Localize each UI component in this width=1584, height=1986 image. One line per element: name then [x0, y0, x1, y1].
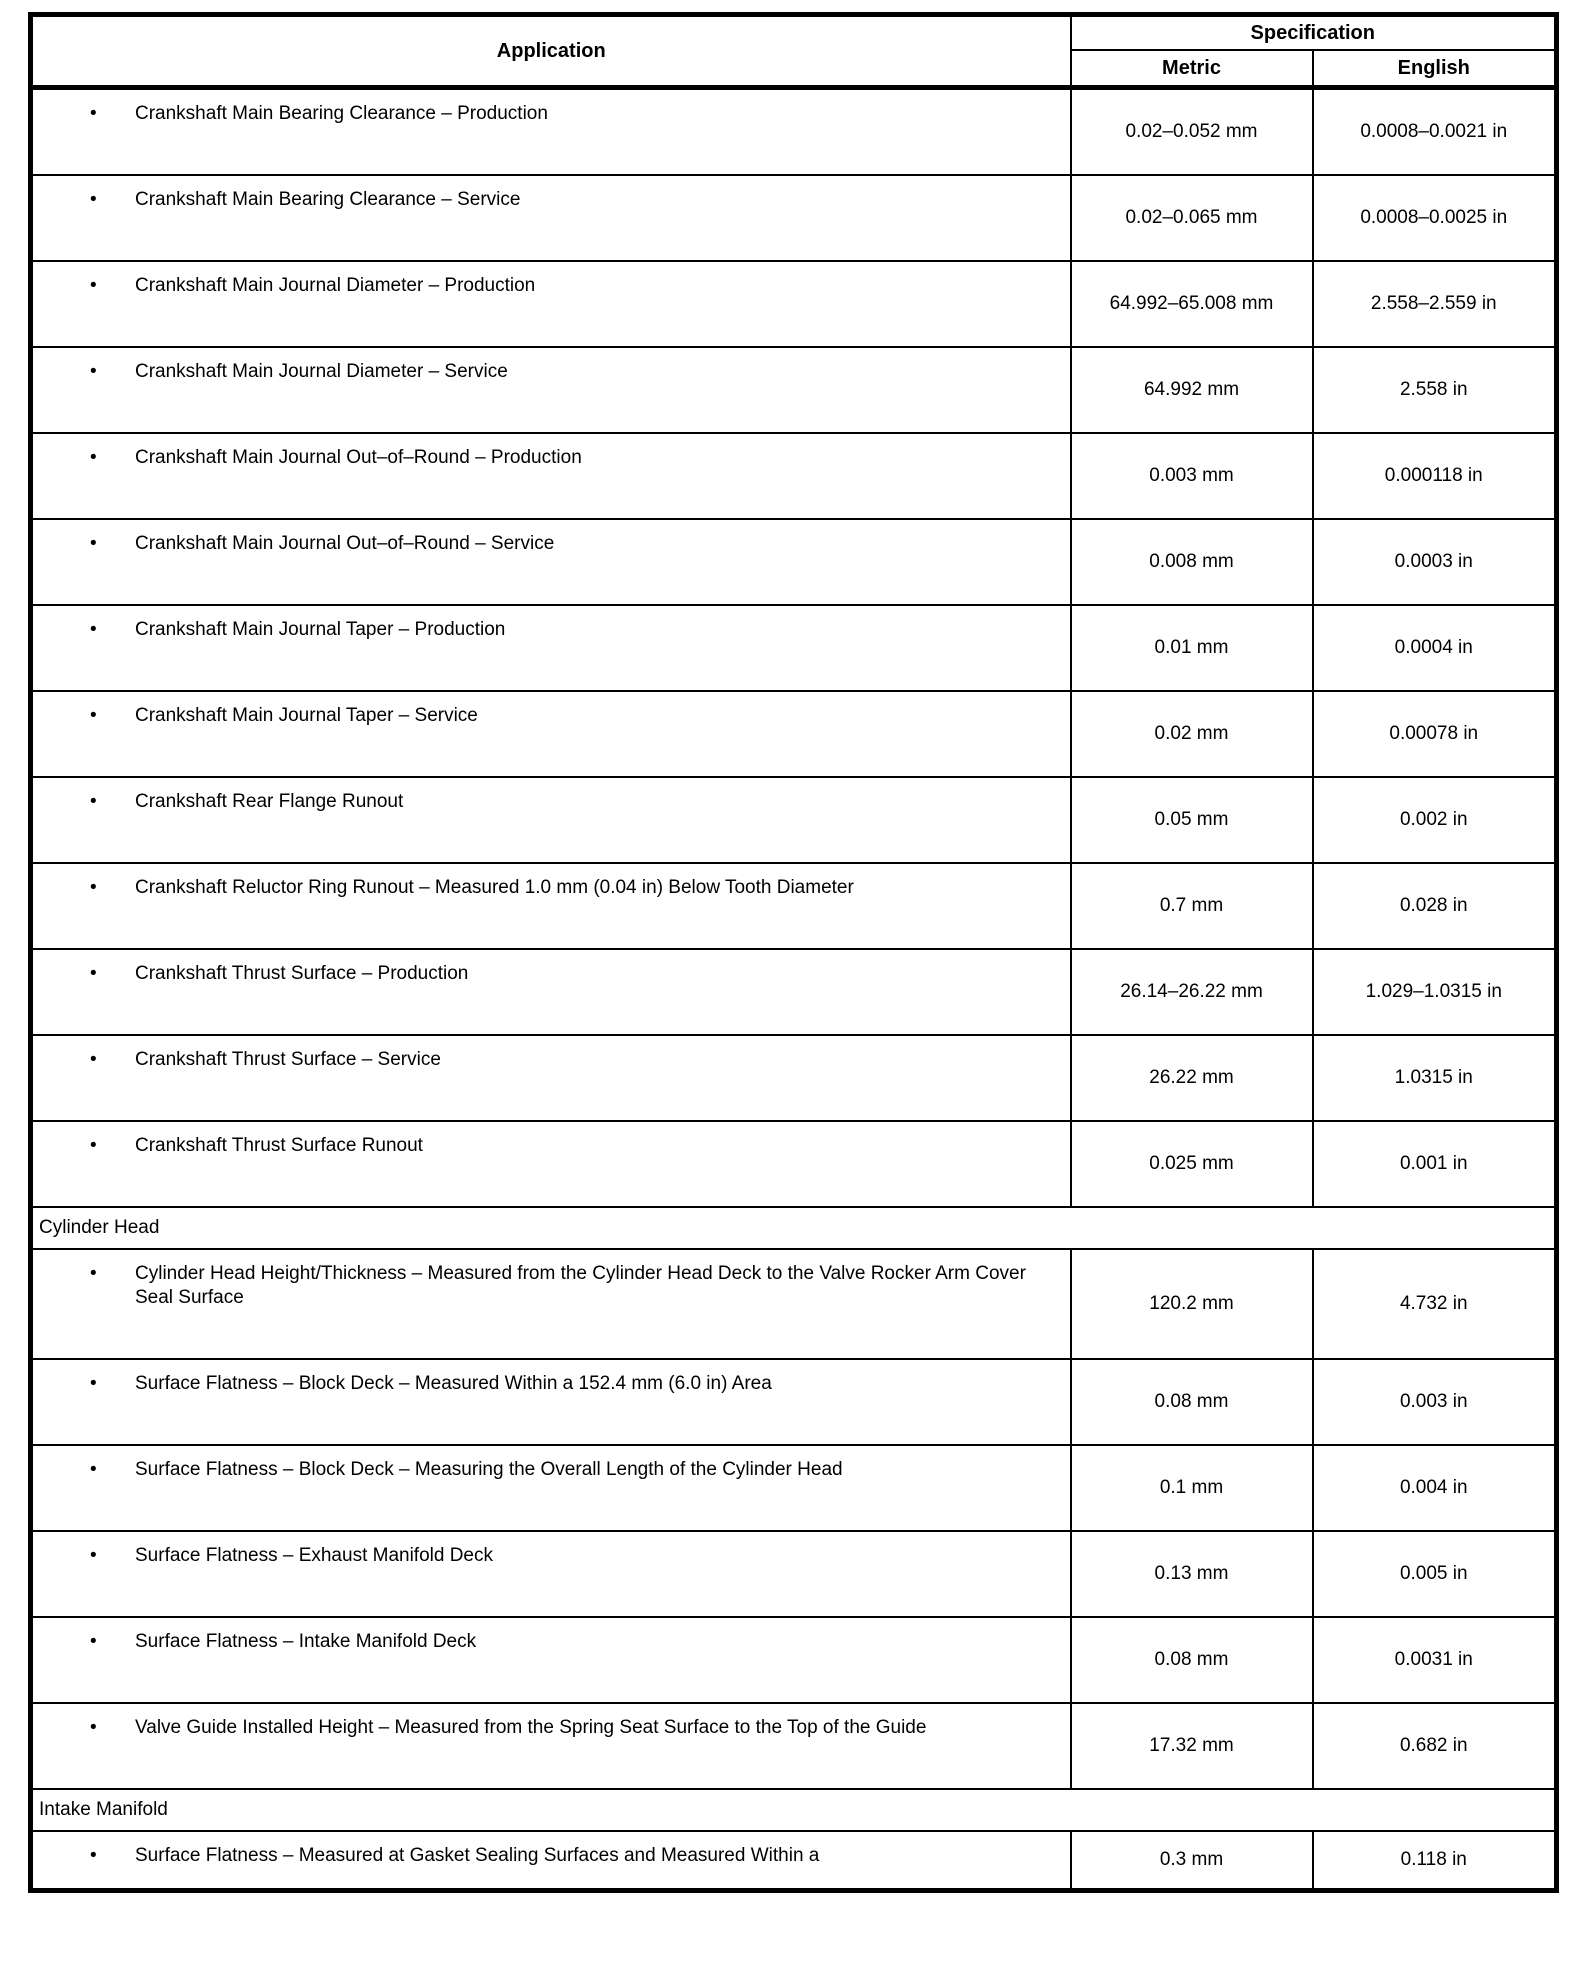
application-inner — [33, 188, 1054, 212]
english-value: 0.0003 in — [1313, 519, 1557, 605]
spec-row — [31, 1445, 1557, 1531]
application-cell — [31, 949, 1071, 1035]
application-column-header: Application — [31, 15, 1071, 88]
english-value: 0.00078 in — [1313, 691, 1557, 777]
application-cell — [31, 605, 1071, 691]
specification-column-header: Specification — [1071, 15, 1557, 51]
application-cell — [31, 1703, 1071, 1789]
metric-value: 120.2 mm — [1071, 1249, 1313, 1359]
application-cell — [31, 347, 1071, 433]
application-cell — [31, 261, 1071, 347]
application-cell — [31, 863, 1071, 949]
application-cell — [31, 1249, 1071, 1359]
application-text: Crankshaft Reluctor Ring Runout – Measured 1.0 mm (0.04 in) Below Tooth Diameter — [135, 877, 854, 898]
table-header — [31, 15, 1557, 88]
application-cell — [31, 519, 1071, 605]
bullet-icon: • — [90, 877, 97, 898]
application-cell — [31, 1121, 1071, 1207]
english-value: 0.003 in — [1313, 1359, 1557, 1445]
application-text: Crankshaft Main Journal Diameter – Production — [135, 275, 536, 296]
application-cell — [31, 691, 1071, 777]
application-cell — [31, 1359, 1071, 1445]
english-value: 2.558 in — [1313, 347, 1557, 433]
bullet-icon: • — [90, 619, 97, 640]
bullet-icon: • — [90, 705, 97, 726]
spec-row — [31, 261, 1557, 347]
application-inner — [33, 704, 1054, 728]
english-value: 0.0008–0.0025 in — [1313, 175, 1557, 261]
metric-value: 0.008 mm — [1071, 519, 1313, 605]
english-value: 4.732 in — [1313, 1249, 1557, 1359]
spec-row — [31, 1035, 1557, 1121]
application-text: Crankshaft Main Journal Taper – Production — [135, 619, 506, 640]
english-value: 1.029–1.0315 in — [1313, 949, 1557, 1035]
application-text: Crankshaft Main Journal Diameter – Service — [135, 361, 508, 382]
english-value: 0.0008–0.0021 in — [1313, 88, 1557, 176]
spec-row — [31, 519, 1557, 605]
english-value: 0.005 in — [1313, 1531, 1557, 1617]
bullet-icon: • — [90, 1373, 97, 1394]
application-text: Crankshaft Main Journal Taper – Service — [135, 705, 478, 726]
application-text: Crankshaft Thrust Surface Runout — [135, 1135, 423, 1156]
bullet-icon: • — [90, 1135, 97, 1156]
application-text: Surface Flatness – Block Deck – Measuring the Overall Length of the Cylinder Head — [135, 1459, 843, 1480]
bullet-icon: • — [90, 189, 97, 210]
bullet-icon: • — [90, 791, 97, 812]
metric-value: 0.08 mm — [1071, 1359, 1313, 1445]
section-row — [31, 1789, 1557, 1831]
section-label: Cylinder Head — [31, 1207, 1557, 1249]
english-value: 0.0004 in — [1313, 605, 1557, 691]
spec-row — [31, 863, 1557, 949]
english-value: 0.682 in — [1313, 1703, 1557, 1789]
metric-value: 26.22 mm — [1071, 1035, 1313, 1121]
metric-value: 0.02 mm — [1071, 691, 1313, 777]
application-inner — [33, 1458, 1054, 1482]
metric-value: 0.08 mm — [1071, 1617, 1313, 1703]
bullet-icon: • — [90, 103, 97, 124]
english-value: 0.0031 in — [1313, 1617, 1557, 1703]
application-text: Crankshaft Main Bearing Clearance – Production — [135, 103, 548, 124]
bullet-icon: • — [90, 1631, 97, 1652]
spec-row — [31, 88, 1557, 176]
application-text: Crankshaft Thrust Surface – Service — [135, 1049, 441, 1070]
bullet-icon: • — [90, 533, 97, 554]
english-column-header: English — [1313, 50, 1557, 88]
english-value: 0.000118 in — [1313, 433, 1557, 519]
application-inner — [33, 1134, 1054, 1158]
metric-value: 0.05 mm — [1071, 777, 1313, 863]
header-row-1 — [31, 15, 1557, 51]
spec-row — [31, 347, 1557, 433]
metric-value: 64.992 mm — [1071, 347, 1313, 433]
application-inner — [33, 1048, 1054, 1072]
application-inner — [33, 1544, 1054, 1568]
bullet-icon: • — [90, 1545, 97, 1566]
spec-row — [31, 1831, 1557, 1891]
application-cell — [31, 88, 1071, 176]
application-cell — [31, 175, 1071, 261]
spec-row — [31, 1249, 1557, 1359]
application-inner — [33, 1372, 1054, 1396]
application-text: Crankshaft Main Journal Out–of–Round – Production — [135, 447, 582, 468]
application-cell — [31, 1831, 1071, 1891]
application-inner — [33, 360, 1054, 384]
section-row — [31, 1207, 1557, 1249]
metric-value: 26.14–26.22 mm — [1071, 949, 1313, 1035]
metric-value: 17.32 mm — [1071, 1703, 1313, 1789]
spec-row — [31, 1617, 1557, 1703]
application-cell — [31, 1035, 1071, 1121]
metric-value: 0.025 mm — [1071, 1121, 1313, 1207]
application-inner — [33, 274, 1054, 298]
application-inner — [33, 1844, 1054, 1868]
spec-row — [31, 1703, 1557, 1789]
bullet-icon: • — [90, 1717, 97, 1738]
application-text: Crankshaft Thrust Surface – Production — [135, 963, 469, 984]
application-inner — [33, 876, 1054, 900]
english-value: 0.028 in — [1313, 863, 1557, 949]
spec-row — [31, 605, 1557, 691]
application-cell — [31, 1531, 1071, 1617]
bullet-icon: • — [90, 963, 97, 984]
metric-value: 0.003 mm — [1071, 433, 1313, 519]
english-value: 0.001 in — [1313, 1121, 1557, 1207]
bullet-icon: • — [90, 1459, 97, 1480]
bullet-icon: • — [90, 1845, 97, 1866]
metric-column-header: Metric — [1071, 50, 1313, 88]
table-body — [31, 88, 1557, 1891]
metric-value: 0.01 mm — [1071, 605, 1313, 691]
metric-value: 0.13 mm — [1071, 1531, 1313, 1617]
application-text: Crankshaft Main Journal Out–of–Round – Service — [135, 533, 555, 554]
application-cell — [31, 1445, 1071, 1531]
application-inner — [33, 1630, 1054, 1654]
spec-row — [31, 691, 1557, 777]
spec-row — [31, 777, 1557, 863]
application-inner — [33, 618, 1054, 642]
application-inner — [33, 446, 1054, 470]
application-text: Crankshaft Rear Flange Runout — [135, 791, 404, 812]
application-text: Cylinder Head Height/Thickness – Measured from the Cylinder Head Deck to the Valve Rocker Arm Cover Seal Surface — [135, 1263, 1026, 1308]
application-inner — [33, 532, 1054, 556]
bullet-icon: • — [90, 1049, 97, 1070]
english-value: 1.0315 in — [1313, 1035, 1557, 1121]
english-value: 2.558–2.559 in — [1313, 261, 1557, 347]
english-value: 0.002 in — [1313, 777, 1557, 863]
bullet-icon: • — [90, 275, 97, 296]
application-inner — [33, 102, 1054, 126]
bullet-icon: • — [90, 1263, 97, 1284]
spec-row — [31, 949, 1557, 1035]
specification-table — [28, 12, 1559, 1893]
bullet-icon: • — [90, 361, 97, 382]
spec-row — [31, 1359, 1557, 1445]
metric-value: 64.992–65.008 mm — [1071, 261, 1313, 347]
metric-value: 0.02–0.065 mm — [1071, 175, 1313, 261]
bullet-icon: • — [90, 447, 97, 468]
application-cell — [31, 1617, 1071, 1703]
application-text: Surface Flatness – Intake Manifold Deck — [135, 1631, 477, 1652]
application-inner — [33, 962, 1054, 986]
metric-value: 0.1 mm — [1071, 1445, 1313, 1531]
metric-value: 0.3 mm — [1071, 1831, 1313, 1891]
application-cell — [31, 433, 1071, 519]
application-text: Valve Guide Installed Height – Measured from the Spring Seat Surface to the Top of the Guide — [135, 1717, 927, 1738]
application-text: Surface Flatness – Block Deck – Measured Within a 152.4 mm (6.0 in) Area — [135, 1373, 772, 1394]
section-label: Intake Manifold — [31, 1789, 1557, 1831]
english-value: 0.004 in — [1313, 1445, 1557, 1531]
metric-value: 0.7 mm — [1071, 863, 1313, 949]
spec-row — [31, 175, 1557, 261]
application-inner — [33, 790, 1054, 814]
english-value: 0.118 in — [1313, 1831, 1557, 1891]
spec-row — [31, 1531, 1557, 1617]
application-cell — [31, 777, 1071, 863]
metric-value: 0.02–0.052 mm — [1071, 88, 1313, 176]
application-text: Surface Flatness – Exhaust Manifold Deck — [135, 1545, 494, 1566]
application-inner — [33, 1716, 1054, 1740]
spec-row — [31, 1121, 1557, 1207]
application-inner — [33, 1262, 1054, 1310]
application-text: Surface Flatness – Measured at Gasket Sealing Surfaces and Measured Within a — [135, 1845, 820, 1866]
spec-row — [31, 433, 1557, 519]
application-text: Crankshaft Main Bearing Clearance – Service — [135, 189, 521, 210]
